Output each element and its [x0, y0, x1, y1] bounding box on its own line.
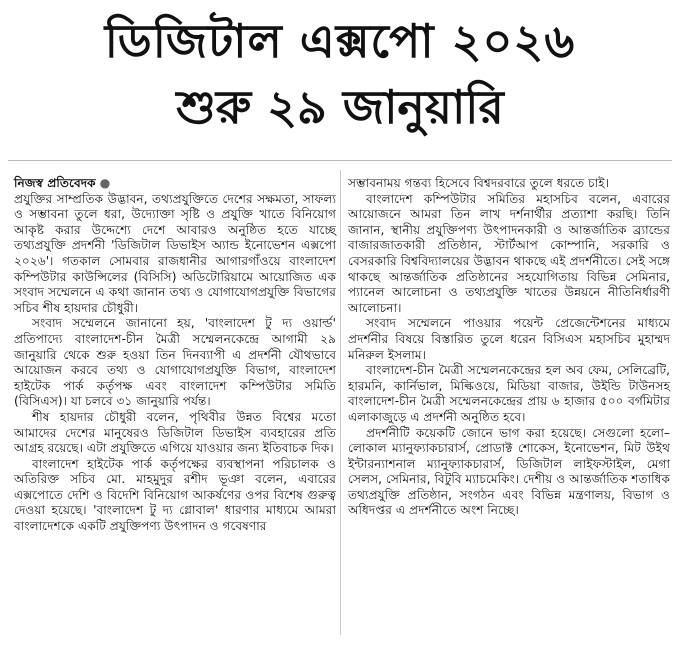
paragraph: বাংলাদেশ-চীন মৈত্রী সম্মেলনকেন্দ্রের হল অব ফেম, সেলিব্রেটি, হারমনি, কার্নিভাল, মিল্কিওয়ে, মিডিয়া বাজার, উইন্ডি টাউনসহ বাংলাদেশ-চীন মৈত্রী সম্মেলনকেন্দ্রের প্রায় ৬ হাজার ৫০০ বর্গমিটার এলাকাজুড়ে এ প্রদর্শনী অনুষ্ঠিত হবে। [348, 363, 670, 424]
paragraph: সম্ভাবনাময় গন্তব্য হিসেবে বিশ্বদরবারে তুলে ধরতে চাই। [348, 176, 609, 190]
paragraph: শীষ হায়দার চৌধুরী বলেন, পৃথিবীর উন্নত বিশ্বের মতো আমাদের দেশের মানুষেরও ডিজিটাল ডিভাইস ব্যবহারের প্রতি আগ্রহ রয়েছে। এটা প্রযুক্তিতে এগিয়ে যাওয়ার জন্য ইতিবাচক দিক। [14, 409, 336, 456]
paragraph: বাংলাদেশ কম্পিউটার সমিতির মহাসচিব বলেন, এবারের আয়োজনে আমরা তিন লাখ দর্শনার্থীর প্রত্যাশা করছি। তিনি জানান, স্থানীয় প্রযুক্তিপণ্য উৎপাদনকারী ও আন্তর্জাতিক ব্র্যান্ডের বাজারজাতকারী প্রতিষ্ঠান, স্টার্টআপ কোম্পানি, সরকারি ও বেসরকারি বিশ্ববিদ্যালয়ের উদ্ভাবন থাকছে এই প্রদর্শনীতে। সেই সঙ্গে থাকছে আন্তর্জাতিক প্রতিষ্ঠানের সহযোগিতায় বিভিন্ন সেমিনার, প্যানেল আলোচনা ও তথ্যপ্রযুক্তি খাতের উন্নয়নে নীতিনির্ধারণী আলোচনা। [348, 191, 670, 315]
byline: নিজস্ব প্রতিবেদক [14, 176, 96, 190]
headline-line-2: শুরু ২৯ জানুয়ারি [176, 80, 504, 134]
headline-rule [8, 160, 672, 161]
paragraph: প্রদর্শনীটি কয়েকটি জোনে ভাগ করা হয়েছে। সেগুলো হলো– লোকাল ম্যানুফ্যাকচারার্স, প্রোডাক্ট শোকেস, ইনোভেশন, মিট উইথ ইন্টারন্যাশনাল ম্যানুফ্যাকচারার্স, ডিজিটাল লাইফস্টাইল, মেগা সেলস, সেমিনার, বিটুবি ম্যাচমেকিং। দেশীয় ও আন্তর্জাতিক শতাধিক তথ্যপ্রযুক্তি প্রতিষ্ঠান, সংগঠন এবং বিভিন্ন মন্ত্রণালয়, বিভাগ ও অধিদপ্তর এ প্রদর্শনীতে অংশ নিচ্ছে। [348, 425, 670, 518]
paragraph: প্রযুক্তির সাম্প্রতিক উদ্ভাবন, তথ্যপ্রযুক্তিতে দেশের সক্ষমতা, সাফল্য ও সম্ভাবনা তুলে ধরা, উদ্যোক্তা সৃষ্টি ও প্রযুক্তি খাতে বিনিয়োগ আকৃষ্ট করার উদ্দেশ্যে দেশে আবারও অনুষ্ঠিত হতে যাচ্ছে তথ্যপ্রযুক্তি প্রদর্শনী 'ডিজিটাল ডিভাইস অ্যান্ড ইনোভেশন এক্সপো ২০২৬'। গতকাল সোমবার রাজধানীর আগারগাঁওয়ে বাংলাদেশ কম্পিউটার কাউন্সিলের (বিসিসি) অডিটোরিয়ামে আয়োজিত এক সংবাদ সম্মেলনে এ কথা জানান তথ্য ও যোগাযোগপ্রযুক্তি বিভাগের সচিব শীষ হায়দার চৌধুরী। [14, 191, 336, 315]
bullet-icon: ● [99, 176, 111, 190]
headline-line-1: ডিজিটাল এক্সপো ২০২৬ [104, 14, 576, 68]
column-divider [340, 170, 341, 635]
byline-row [14, 176, 336, 192]
paragraph: সংবাদ সম্মেলনে পাওয়ার পয়েন্ট প্রেজেন্টেশনের মাধ্যমে প্রদর্শনীর বিষয়ে বিস্তারিত তুলে ধরেন বিসিএস মহাসচিব মুহাম্মদ মনিরুল ইসলাম। [348, 316, 670, 362]
paragraph: বাংলাদেশ হাইটেক পার্ক কর্তৃপক্ষের ব্যবস্থাপনা পরিচালক ও অতিরিক্ত সচিব মো. মাহমুদুর রশীদ ভূঞা বলেন, এবারের এক্সপোতে দেশি ও বিদেশি বিনিয়োগ আকর্ষণের ওপর বিশেষ গুরুত্ব দেওয়া হয়েছে। 'বাংলাদেশ টু দ্য গ্লোবাল' ধারণার মাধ্যমে আমরা বাংলাদেশকে একটি প্রযুক্তিপণ্য উৎপাদন ও গবেষণার [14, 456, 336, 534]
article-column-left [14, 176, 336, 535]
headline [0, 8, 680, 140]
article-column-right [348, 176, 670, 519]
paragraph: সংবাদ সম্মেলনে জানানো হয়, 'বাংলাদেশ টু দ্য ওয়ার্ল্ড' প্রতিপাদ্যে বাংলাদেশ-চীন মৈত্রী সম্মেলনকেন্দ্রে আগামী ২৯ জানুয়ারি থেকে শুরু হওয়া তিন দিনব্যাপী এ প্রদর্শনী যৌথভাবে আয়োজন করবে তথ্য ও যোগাযোগপ্রযুক্তি বিভাগ, বাংলাদেশ হাইটেক পার্ক কর্তৃপক্ষ এবং বাংলাদেশ কম্পিউটার সমিতি (বিসিএস)। যা চলবে ৩১ জানুয়ারি পর্যন্ত। [14, 316, 336, 409]
